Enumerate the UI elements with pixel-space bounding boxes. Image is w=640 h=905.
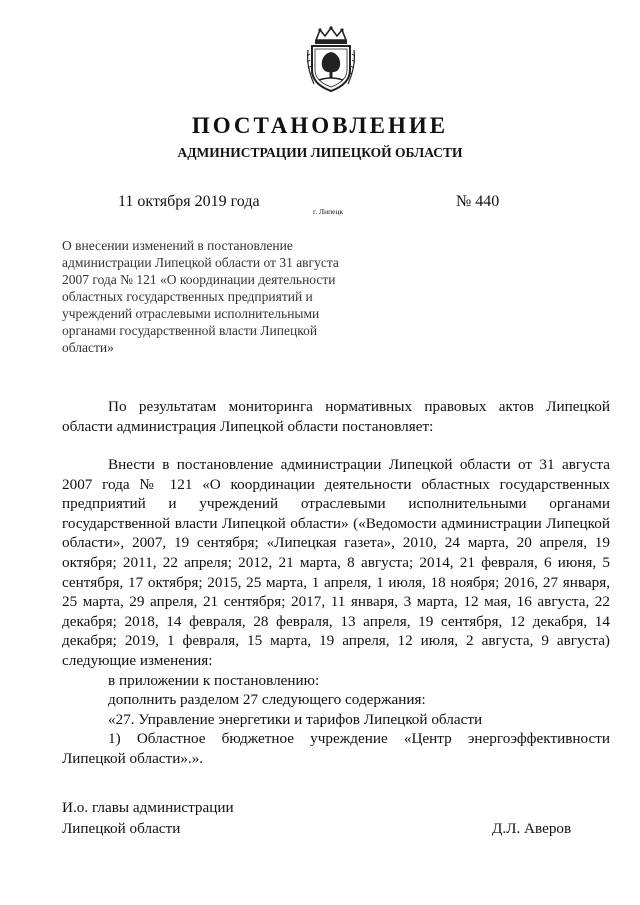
amendment-line-4: 1) Областное бюджетное учреждение «Центр энергоэффективности Липецкой области».». [62,730,610,767]
amendment-line-2: дополнить разделом 27 следующего содержания: [108,691,426,709]
amendment-line-3: «27. Управление энергетики и тарифов Липецкой области [108,710,483,728]
amendment-line-1: в приложении к постановлению: [108,671,320,689]
main-paragraph: Внести в постановление администрации Липецкой области от 31 августа 2007 года № 121 «О координации деятельности областных государственных предприятий и учреждений отраслевыми исполнительными органами государственной власти Липецкой области» («Ведомости администрации Липецкой области», 2007, 19 сентября; «Липецкая газета», 2010, 24 марта, 20 апреля, 19 октября; 2011, 22 апреля; 2012, 21 марта, 8 августа; 2014, 21 февраля, 6 июня, 5 сентября, 17 октября; 2015, 25 марта, 1 апреля, 1 июля, 18 ноября; 2016, 27 января, 25 марта, 29 апреля, 21 сентября; 2017, 11 января, 3 марта, 12 мая, 16 августа, 22 декабря; 2018, 14 февраля, 28 февраля, 13 апреля, 19 сентября, 12 декабря, 14 декабря; 2019, 1 февраля, 15 марта, 19 апреля, 12 июля, 2 августа, 9 августа) следующие изменения: [62,456,610,669]
document-number: № 440 [456,193,500,210]
document-city: г. Липецк [313,207,344,216]
signatory-name: Д.Л. Аверов [492,820,572,837]
signatory-position-line-2: Липецкой области [62,820,181,837]
signatory-position-line-1: И.о. главы администрации [62,799,234,816]
document-date: 11 октября 2019 года [118,193,260,210]
main-section [62,455,610,769]
preamble-section [62,397,610,436]
document-title: ПОСТАНОВЛЕНИЕ [191,113,449,138]
issuing-authority: АДМИНИСТРАЦИИ ЛИПЕЦКОЙ ОБЛАСТИ [177,145,463,160]
preamble-paragraph: По результатам мониторинга нормативных правовых актов Липецкой области администрация Липецкой области постановляет: [62,398,610,435]
coat-of-arms-icon [304,26,358,94]
signatory-position [62,797,234,839]
document-subject: О внесении изменений в постановление администрации Липецкой области от 31 августа 2007 года № 121 «О координации деятельности областных государственных предприятий и учреждений отраслевыми исполнительными органами государственной власти Липецкой области» [62,238,339,355]
